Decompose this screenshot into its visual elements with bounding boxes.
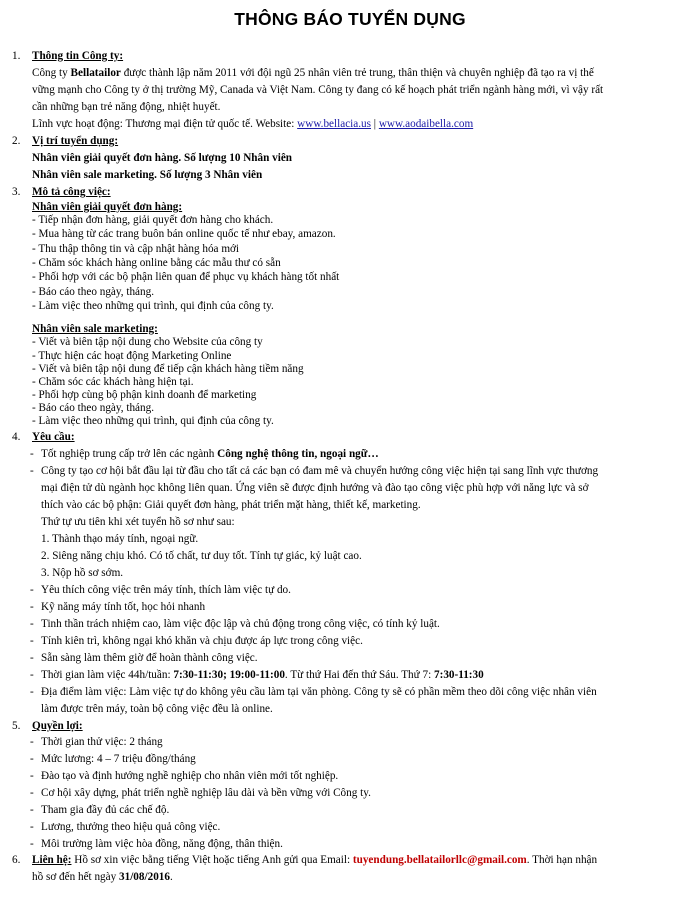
dash-marker: - <box>30 601 34 613</box>
section-heading-benefits: Quyền lợi: <box>32 720 83 732</box>
section-number: 4. <box>12 431 21 443</box>
subheading-order-staff: Nhân viên giải quyết đơn hàng: <box>32 201 183 213</box>
dash-marker: - <box>30 652 34 664</box>
dash-marker: - <box>30 753 34 765</box>
paragraph-line: cần những bạn trẻ năng động, nhiệt huyết. <box>32 101 221 113</box>
dash-marker: - <box>30 584 34 596</box>
requirement-line: Tinh thần trách nhiệm cao, làm việc độc lập và chủ động trong công việc, có tính kỷ luật. <box>41 618 440 630</box>
list-item: - Phối hợp với các bộ phận liên quan để phục vụ khách hàng tốt nhất <box>32 271 340 283</box>
list-item: - Tiếp nhận đơn hàng, giải quyết đơn hàng cho khách. <box>32 214 274 226</box>
dash-marker: - <box>30 618 34 630</box>
dash-marker: - <box>30 821 34 833</box>
priority-item: 2. Siêng năng chịu khó. Có tố chất, tư duy tốt. Tính tự giác, kỷ luật cao. <box>41 550 362 562</box>
document-title: THÔNG BÁO TUYỂN DỤNG <box>234 9 466 29</box>
paragraph-line: vững mạnh cho Công ty ở thị trường Mỹ, Canada và Việt Nam. Công ty đang có kế hoạch phát triển ngành hàng mới, vì vậy rất <box>32 84 604 96</box>
list-item: - Chăm sóc các khách hàng hiện tại. <box>32 376 194 388</box>
section-heading-job-description: Mô tả công việc: <box>32 186 111 198</box>
benefit-line: Mức lương: 4 – 7 triệu đồng/tháng <box>41 753 196 765</box>
benefit-line: Đào tạo và định hướng nghề nghiệp cho nhân viên mới tốt nghiệp. <box>41 770 339 782</box>
list-item: - Thực hiện các hoạt động Marketing Online <box>32 350 232 362</box>
paragraph-line: Công ty Bellatailor được thành lập năm 2011 với đội ngũ 25 nhân viên trẻ trung, thân thiện và chuyên nghiệp đã tạo ra vị thế <box>32 67 594 79</box>
dash-marker: - <box>30 838 34 850</box>
deadline-date: 31/08/2016 <box>119 871 170 883</box>
section-number: 3. <box>12 186 21 198</box>
section-heading-contact: Liên hệ: <box>32 854 72 866</box>
field-line: Lĩnh vực hoạt động: Thương mại điện tử quốc tế. Website: www.bellacia.us | www.aodaibella.com <box>32 118 474 130</box>
contact-line: Liên hệ: Hồ sơ xin việc bằng tiếng Việt hoặc tiếng Anh gửi qua Email: tuyendung.bellatailorllc@gmail.com. Thời hạn nhận <box>32 854 598 866</box>
dash-marker: - <box>30 736 34 748</box>
position-line: Nhân viên sale marketing. Số lượng 3 Nhân viên <box>32 169 263 181</box>
benefit-line: Lương, thưởng theo hiệu quả công việc. <box>41 821 221 833</box>
position-line: Nhân viên giải quyết đơn hàng. Số lượng 10 Nhân viên <box>32 152 293 164</box>
benefit-line: Thời gian thử việc: 2 tháng <box>41 736 163 748</box>
section-heading-positions: Vị trí tuyển dụng: <box>32 135 119 147</box>
section-number: 5. <box>12 720 21 732</box>
list-item: - Báo cáo theo ngày, tháng. <box>32 402 154 414</box>
dash-marker: - <box>30 465 34 477</box>
dash-marker: - <box>30 635 34 647</box>
website-link-aodaibella[interactable]: www.aodaibella.com <box>378 118 474 130</box>
section-number: 1. <box>12 50 21 62</box>
requirement-line: thích vào các bộ phận: Giải quyết đơn hàng, phát triển mặt hàng, thiết kế, marketing. <box>41 499 421 511</box>
requirement-line: Sẵn sàng làm thêm giờ để hoàn thành công việc. <box>41 652 258 664</box>
work-location-line: làm được trên máy, toàn bộ công việc đều là online. <box>41 703 273 715</box>
contact-line: hồ sơ đến hết ngày 31/08/2016. <box>32 871 173 883</box>
list-item: - Viết và biên tập nội dung cho Website của công ty <box>32 336 263 348</box>
section-number: 2. <box>12 135 21 147</box>
working-hours-line: Thời gian làm việc 44h/tuần: 7:30-11:30; 19:00-11:00. Từ thứ Hai đến thứ Sáu. Thứ 7: 7:30-11:30 <box>41 669 484 681</box>
benefit-line: Môi trường làm việc hòa đồng, năng động, thân thiện. <box>41 838 283 850</box>
list-item: - Chăm sóc khách hàng online bằng các mẫu thư có sẵn <box>32 257 281 269</box>
work-location-line: Địa điểm làm việc: Làm việc tự do không yêu cầu làm tại văn phòng. Công ty sẽ có phần mềm theo dõi công việc nhân viên <box>41 686 597 698</box>
section-number: 6. <box>12 854 21 866</box>
subheading-sale-marketing: Nhân viên sale marketing: <box>32 323 158 335</box>
list-item: - Mua hàng từ các trang buôn bán online quốc tế như ebay, amazon. <box>32 228 336 240</box>
section-heading-company-info: Thông tin Công ty: <box>32 50 124 62</box>
dash-marker: - <box>30 686 34 698</box>
dash-marker: - <box>30 669 34 681</box>
requirement-line: Tính kiên trì, không ngại khó khăn và chịu được áp lực trong công việc. <box>41 635 363 647</box>
company-name: Bellatailor <box>70 67 121 79</box>
priority-intro: Thứ tự ưu tiên khi xét tuyển hồ sơ như sau: <box>41 516 235 528</box>
benefit-line: Tham gia đầy đủ các chế độ. <box>41 804 170 816</box>
list-item: - Viết và biên tập nội dung để tiếp cận khách hàng tiềm năng <box>32 363 304 375</box>
dash-marker: - <box>30 448 34 460</box>
list-item: - Thu thập thông tin và cập nhật hàng hóa mới <box>32 243 240 255</box>
list-item: - Phối hợp cùng bộ phận kinh doanh để marketing <box>32 389 257 401</box>
benefit-line: Cơ hội xây dựng, phát triển nghề nghiệp lâu dài và bền vững với Công ty. <box>41 787 371 799</box>
requirement-line: mại điện tử dù ngành học không liên quan. Ứng viên sẽ được định hướng và đào tạo công việc phù hợp với năng lực và sở <box>41 482 589 494</box>
requirement-line: Yêu thích công việc trên máy tính, thích làm việc tự do. <box>41 584 291 596</box>
dash-marker: - <box>30 804 34 816</box>
priority-item: 1. Thành thạo máy tính, ngoại ngữ. <box>41 533 199 545</box>
dash-marker: - <box>30 770 34 782</box>
website-link-bellacia[interactable]: www.bellacia.us <box>297 118 371 130</box>
list-item: - Làm việc theo những qui trình, qui định của công ty. <box>32 415 274 427</box>
list-item: - Báo cáo theo ngày, tháng. <box>32 286 154 298</box>
priority-item: 3. Nộp hồ sơ sớm. <box>41 567 124 579</box>
dash-marker: - <box>30 787 34 799</box>
contact-email[interactable]: tuyendung.bellatailorllc@gmail.com <box>352 854 527 866</box>
section-heading-requirements: Yêu cầu: <box>32 431 75 443</box>
requirement-line: Tốt nghiệp trung cấp trở lên các ngành Công nghệ thông tin, ngoại ngữ… <box>41 448 379 460</box>
requirement-line: Công ty tạo cơ hội bắt đầu lại từ đầu cho tất cả các bạn có đam mê và chuyển hướng công việc hiện tại sang lĩnh vực thương <box>41 465 599 477</box>
requirement-line: Kỹ năng máy tính tốt, học hỏi nhanh <box>41 601 206 613</box>
list-item: - Làm việc theo những qui trình, qui định của công ty. <box>32 300 274 312</box>
